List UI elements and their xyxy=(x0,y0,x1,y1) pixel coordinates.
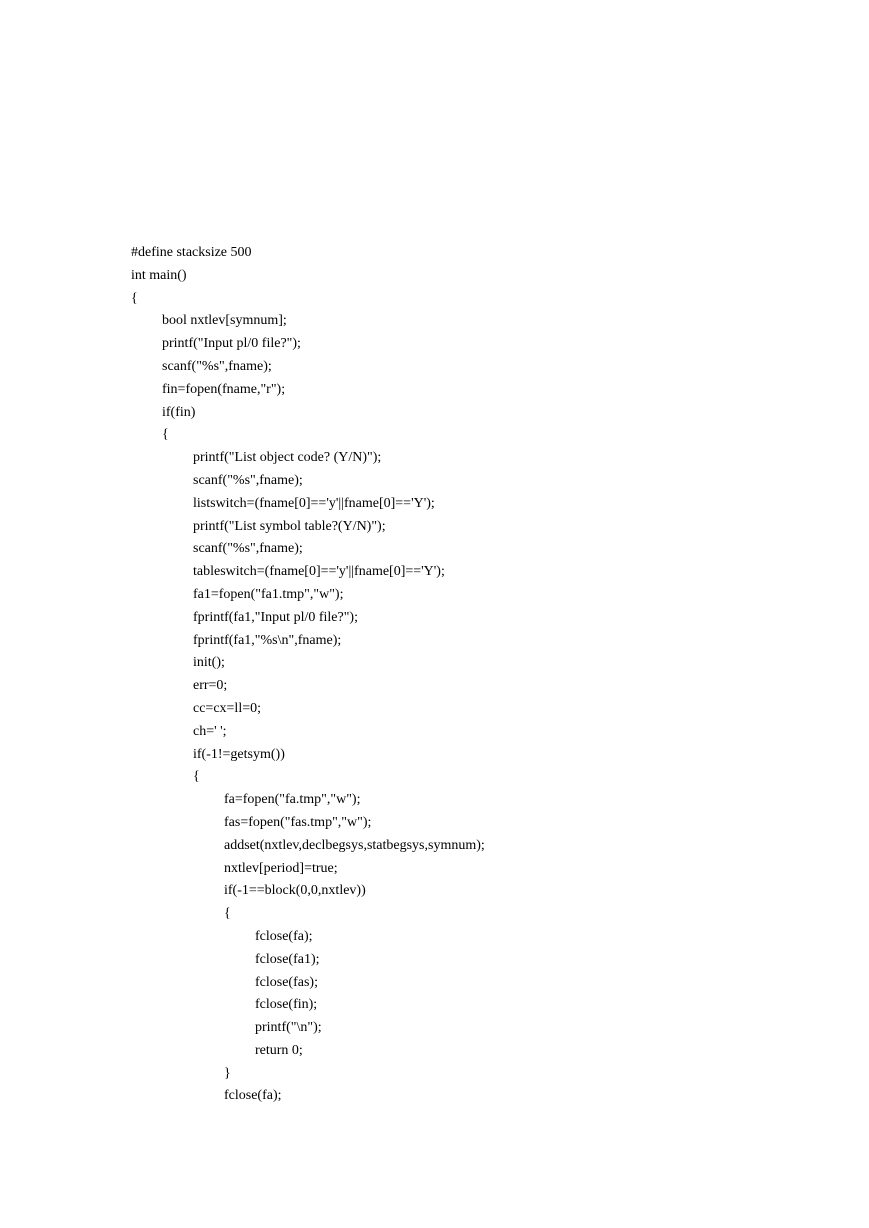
code-line: if(fin) xyxy=(162,404,196,420)
code-line: } xyxy=(224,1065,231,1081)
code-line: scanf("%s",fname); xyxy=(162,358,272,374)
code-line: printf("List object code? (Y/N)"); xyxy=(193,450,382,466)
code-listing xyxy=(131,242,485,1108)
code-line: printf("List symbol table?(Y/N)"); xyxy=(193,518,386,534)
code-line: #define stacksize 500 xyxy=(131,245,252,260)
code-line: fclose(fa); xyxy=(224,1088,282,1104)
code-line: int main() xyxy=(131,267,187,283)
code-line: printf("Input pl/0 file?"); xyxy=(162,336,301,352)
code-line: addset(nxtlev,declbegsys,statbegsys,symnum); xyxy=(224,837,485,853)
code-line: printf("\n"); xyxy=(255,1020,322,1036)
code-line: scanf("%s",fname); xyxy=(193,541,303,557)
code-line: fclose(fas); xyxy=(255,974,318,990)
code-line: return 0; xyxy=(255,1042,303,1058)
code-line: fclose(fin); xyxy=(255,997,318,1013)
code-line: fclose(fa1); xyxy=(255,951,320,967)
code-line: ch=' '; xyxy=(193,723,227,739)
code-line: { xyxy=(162,427,169,443)
code-line: cc=cx=ll=0; xyxy=(193,700,261,716)
code-line: scanf("%s",fname); xyxy=(193,472,303,488)
code-line: bool nxtlev[symnum]; xyxy=(162,313,287,329)
code-line: if(-1!=getsym()) xyxy=(193,746,285,762)
code-line: nxtlev[period]=true; xyxy=(224,860,338,876)
code-line: fprintf(fa1,"%s\n",fname); xyxy=(193,632,342,648)
code-line: fclose(fa); xyxy=(255,928,313,944)
code-line: listswitch=(fname[0]=='y'||fname[0]=='Y'); xyxy=(193,495,435,511)
code-line: err=0; xyxy=(193,678,228,694)
code-line: fa=fopen("fa.tmp","w"); xyxy=(224,792,361,808)
code-line: init(); xyxy=(193,655,225,671)
code-line: { xyxy=(131,290,138,306)
code-line: fas=fopen("fas.tmp","w"); xyxy=(224,814,372,830)
code-line: fa1=fopen("fa1.tmp","w"); xyxy=(193,586,344,602)
code-line: tableswitch=(fname[0]=='y'||fname[0]=='Y'); xyxy=(193,564,445,580)
code-line: fin=fopen(fname,"r"); xyxy=(162,381,286,397)
code-line: if(-1==block(0,0,nxtlev)) xyxy=(224,883,366,899)
code-line: fprintf(fa1,"Input pl/0 file?"); xyxy=(193,609,358,625)
code-line: { xyxy=(224,906,231,922)
code-line: { xyxy=(193,769,200,785)
